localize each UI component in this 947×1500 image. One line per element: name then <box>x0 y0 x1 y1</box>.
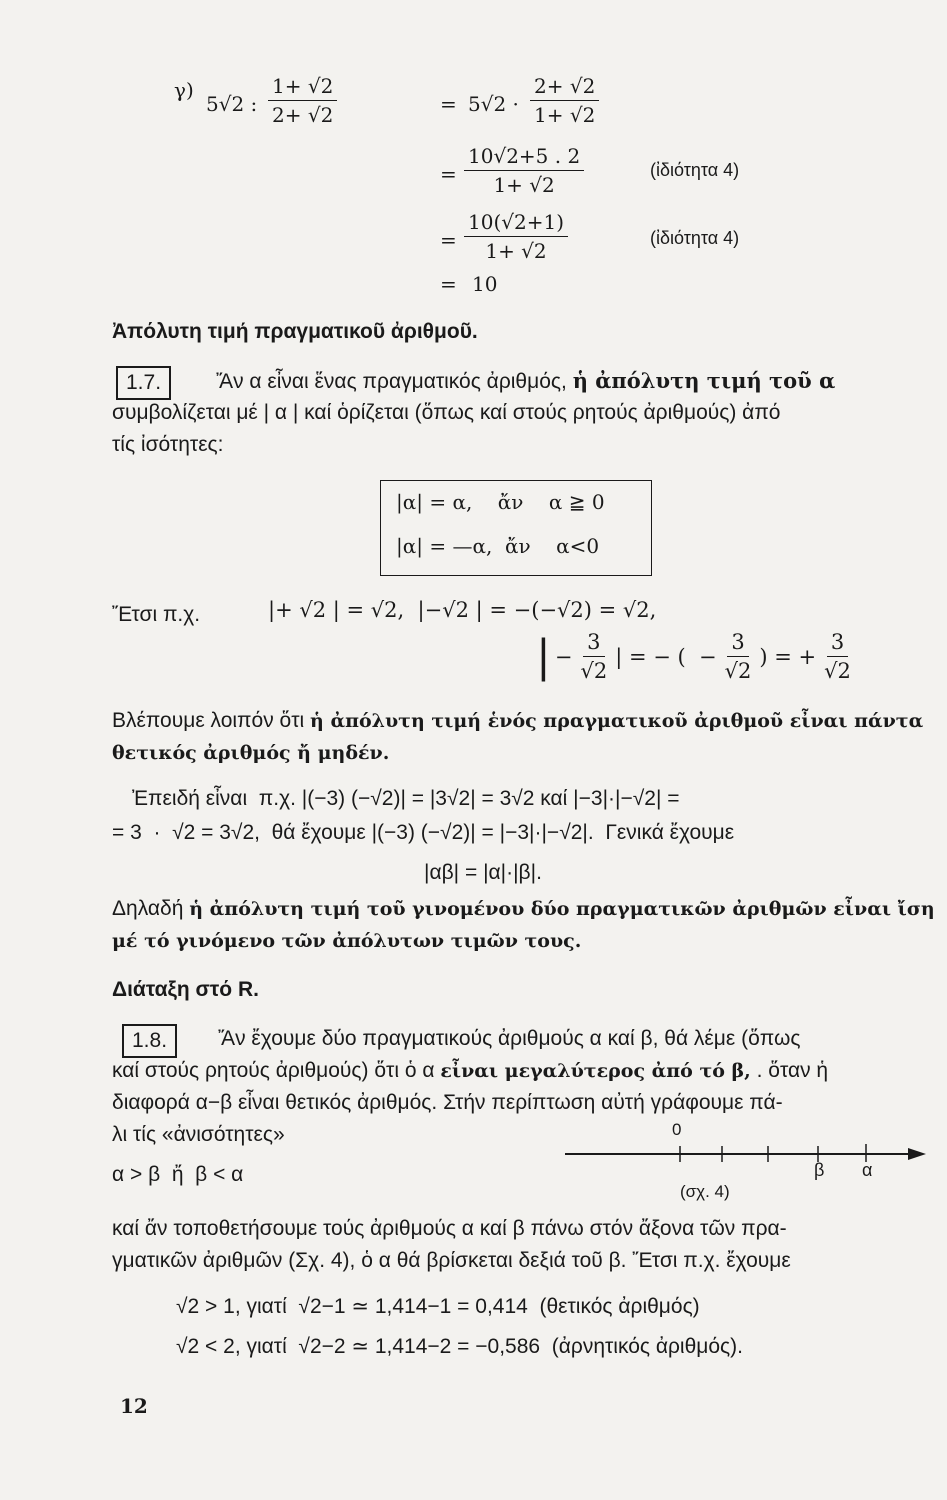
eq-sign: = <box>440 228 457 252</box>
sec18-line2 <box>112 1056 828 1086</box>
frac-denominator: √2 <box>580 659 608 683</box>
section-heading-absolute-value: Ἀπόλυτη τιμή πραγματικοῦ ἀριθμοῦ. <box>112 320 478 343</box>
minus-sign: − <box>554 644 573 669</box>
product-line-1 <box>112 894 935 924</box>
sec18-line6: γματικῶν ἀριθμῶν (Σχ. 4), ὁ α θά βρίσκεται δεξιά τοῦ β. Ἔτσι π.χ. ἔχουμε <box>112 1249 791 1272</box>
example-line-1: |+ √2 | = √2, |−√2 | = −(−√2) = √2, <box>268 598 657 622</box>
sec17-line1 <box>216 366 835 397</box>
since-line-2: = 3 · √2 = 3√2, θά ἔχουμε |(−3) (−√2)| = |−3|·|−√2|. Γενικά ἔχουμε <box>112 821 735 844</box>
conclusion-bold: ἡ ἀπόλυτη τιμή ἑνός πραγματικοῦ ἀριθμοῦ εἶναι πάντα <box>310 710 924 732</box>
sec17-line1-plain: Ἄν α εἶναι ἕνας πραγματικός ἀριθμός, <box>216 370 567 393</box>
property-note: (ἰδιότητα 4) <box>650 160 740 180</box>
sec18-line4: λι τίς «ἀνισότητες» <box>112 1123 285 1146</box>
example-ineq-1: √2 > 1, γιατί √2−1 ≃ 1,414−1 = 0,414 (θετικός ἀριθμός) <box>176 1295 700 1318</box>
definition-row-2: |α| = —α, ἄν α<0 <box>396 534 600 558</box>
example-gamma-lhs-fraction <box>268 74 337 127</box>
frac-numerator: 10√2+5 . 2 <box>464 144 584 171</box>
example-gamma-label: γ) <box>174 78 194 102</box>
product-bold: ἡ ἀπόλυτη τιμή τοῦ γινομένου δύο πραγματικῶν ἀριθμῶν εἶναι ἴση <box>189 898 935 920</box>
example-middle: | = − ( − <box>615 644 717 669</box>
frac-numerator: 10(√2+1) <box>464 210 568 237</box>
frac-denominator: √2 <box>824 659 851 683</box>
example-line-2 <box>536 630 855 683</box>
eq-sign: = <box>440 272 457 296</box>
general-identity: |αβ| = |α|·|β|. <box>424 861 542 884</box>
sec18-line3: διαφορά α−β εἶναι θετικός ἀριθμός. Στήν περίπτωση αὐτή γράφουμε πά- <box>112 1091 783 1114</box>
page-number: 12 <box>120 1394 148 1418</box>
frac-denominator: 1+ √2 <box>485 239 547 263</box>
eq-sign: = <box>440 162 457 186</box>
since-line-1: Ἐπειδή εἶναι π.χ. |(−3) (−√2)| = |3√2| = 3√2 καί |−3|·|−√2| = <box>132 787 680 810</box>
section-number-box: 1.7. <box>116 366 171 400</box>
frac-numerator: 3 <box>827 630 848 657</box>
sec17-line2: συμβολίζεται μέ | α | καί ὁρίζεται (ὅπως καί στούς ρητούς ἀριθμούς) ἀπό <box>112 401 781 424</box>
product-line-2: μέ τό γινόμενο τῶν ἀπόλυτων τιμῶν τους. <box>112 930 582 952</box>
sec17-line3: τίς ἰσότητες: <box>112 433 224 456</box>
section-heading-order: Διάταξη στό R. <box>112 978 259 1001</box>
sec18-line2-plain: καί στούς ρητούς ἀριθμούς) ὅτι ὁ α <box>112 1059 435 1082</box>
axis-zero-label: 0 <box>672 1120 682 1139</box>
frac-denominator: 2+ √2 <box>272 103 334 127</box>
frac-denominator: √2 <box>724 659 752 683</box>
rhs1-lead: 5√2 · <box>468 92 519 116</box>
section-number-1-7 <box>116 366 171 400</box>
frac-numerator: 1+ √2 <box>268 74 337 101</box>
axis-beta-label: β <box>814 1160 825 1180</box>
inequality: α > β ἤ β < α <box>112 1163 244 1186</box>
frac-numerator: 3 <box>727 630 748 657</box>
frac-numerator: 2+ √2 <box>530 74 599 101</box>
product-plain: Δηλαδή <box>112 897 184 920</box>
property-note: (ἰδιότητα 4) <box>650 228 740 248</box>
conclusion-line-2: θετικός ἀριθμός ἤ μηδέν. <box>112 742 390 764</box>
frac-numerator: 3 <box>583 630 604 657</box>
example-close: ) = + <box>759 644 817 669</box>
example-gamma-lhs-lead: 5√2 : <box>206 92 258 116</box>
figure-caption: (σχ. 4) <box>680 1182 730 1201</box>
sec17-line1-bold: ἡ ἀπόλυτη τιμή τοῦ α <box>572 368 836 393</box>
axis-arrowhead <box>908 1148 926 1160</box>
rhs2-fraction <box>464 144 584 197</box>
conclusion-line-1 <box>112 706 923 736</box>
example-ineq-2: √2 < 2, γιατί √2−2 ≃ 1,414−2 = −0,586 (ἀρνητικός ἀριθμός). <box>176 1335 743 1358</box>
section-number-1-8 <box>122 1024 177 1058</box>
rhs4-value: 10 <box>472 272 498 296</box>
section-number-box: 1.8. <box>122 1024 177 1058</box>
frac-denominator: 1+ √2 <box>534 103 596 127</box>
definition-row-1: |α| = α, ἄν α ≧ 0 <box>396 490 605 514</box>
sec18-line5: καί ἄν τοποθετήσουμε τούς ἀριθμούς α καί β πάνω στόν ἄξονα τῶν πρα- <box>112 1217 787 1240</box>
sec18-line2-tail: . ὅταν ἡ <box>756 1059 829 1082</box>
sec18-line1: Ἄν ἔχουμε δύο πραγματικούς ἀριθμούς α καί β, θά λέμε (ὅπως <box>218 1027 801 1050</box>
example-intro: Ἔτσι π.χ. <box>112 603 201 626</box>
frac-denominator: 1+ √2 <box>493 173 555 197</box>
sec18-line2-bold: εἶναι μεγαλύτερος ἀπό τό β, <box>440 1060 751 1082</box>
abs-bar-open: | <box>536 630 551 682</box>
rhs3-fraction <box>464 210 568 263</box>
conclusion-plain: Βλέπουμε λοιπόν ὅτι <box>112 709 305 732</box>
rhs1-fraction <box>530 74 599 127</box>
eq-sign: = <box>440 92 457 116</box>
number-axis <box>560 1140 930 1170</box>
axis-alpha-label: α <box>862 1160 873 1180</box>
